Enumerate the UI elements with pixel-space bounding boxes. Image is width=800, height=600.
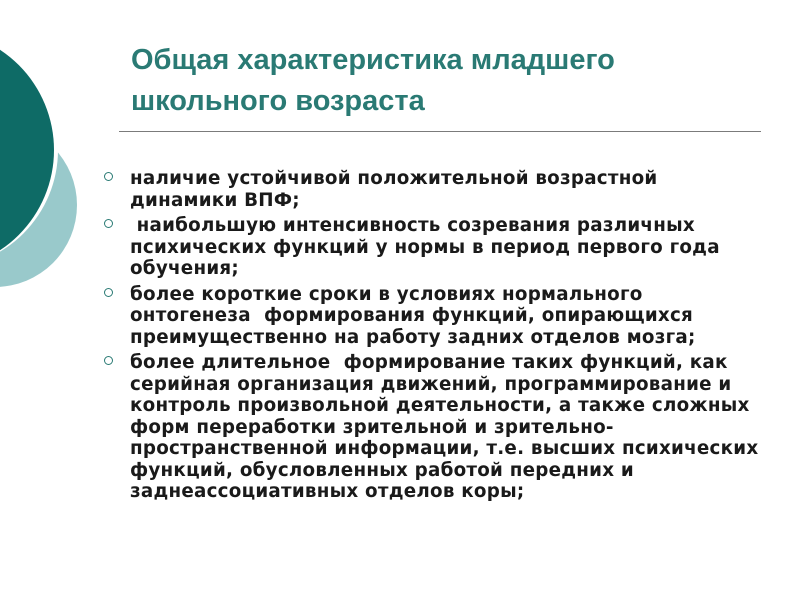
bullet-item	[124, 284, 764, 349]
bullet-text: наличие устойчивой положительной возрастной динамики ВПФ;	[130, 168, 658, 211]
bullet-circle-icon	[104, 288, 113, 297]
title-divider	[119, 131, 761, 132]
slide-title: Общая характеристика младшего школьного возраста	[131, 44, 615, 117]
bullet-text: более длительное формирование таких функций, как серийная организация движений, программирование и контроль произвольной деятельности, а также сложных форм переработки зрительной и зрительно-пространственной информации, т.е. высших психических функций, обусловленных работой передних и заднеассоциативных отделов коры;	[130, 352, 766, 502]
bullet-item	[124, 168, 764, 211]
bullet-circle-icon	[104, 219, 113, 228]
bullet-circle-icon	[104, 172, 113, 181]
bullet-text: более короткие сроки в условиях нормального онтогенеза формирования функций, опирающихся преимущественно на работу задних отделов мозга;	[130, 283, 700, 348]
bullet-circle-icon	[104, 356, 113, 365]
bullet-text: наибольшую интенсивность созревания различных психических функций у нормы в период первого года обучения;	[130, 215, 727, 279]
bullet-item	[124, 215, 764, 280]
bullet-item	[124, 352, 764, 503]
bullet-list	[124, 168, 764, 507]
